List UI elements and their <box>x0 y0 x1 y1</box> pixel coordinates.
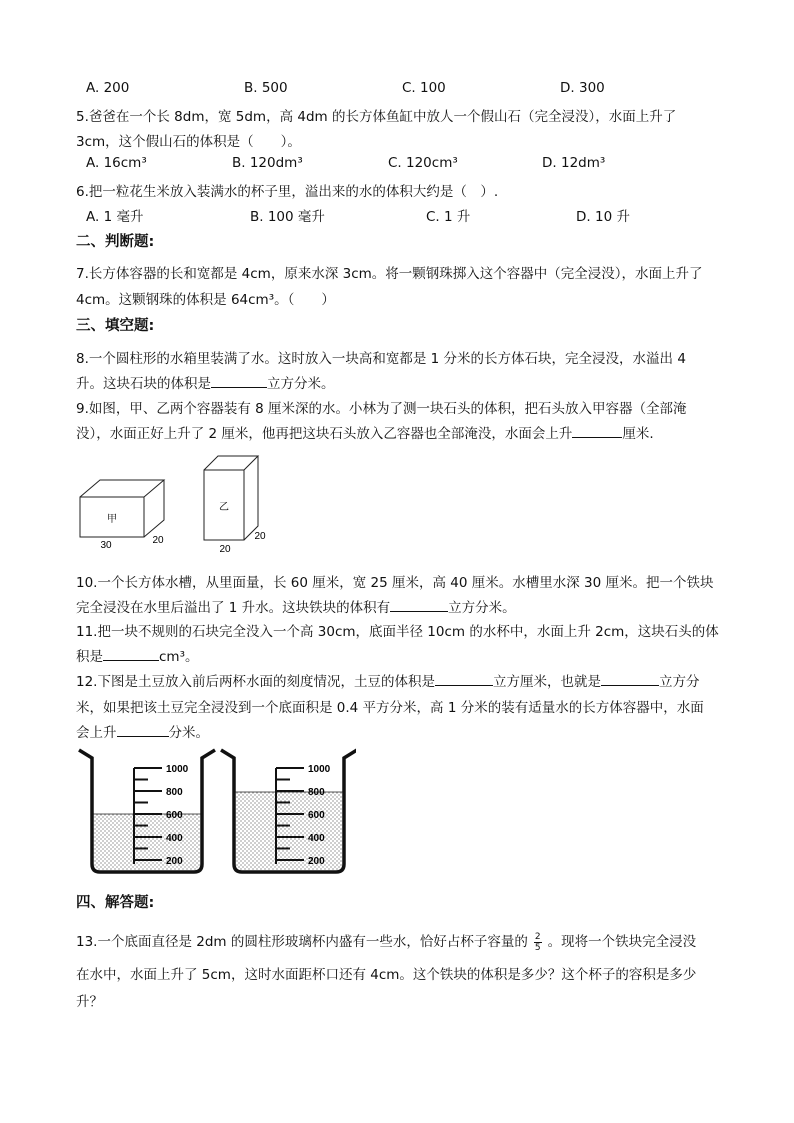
section-heading-problem-solving: 四、解答题: <box>76 895 155 911</box>
beaker-before-label-1000: 1000 <box>166 764 189 775</box>
q10-text-line2 <box>76 596 516 616</box>
container-yi-width: 20 <box>219 544 231 555</box>
beaker-after-label-200: 200 <box>308 856 325 867</box>
q12-text-line1c: 立方分 <box>658 674 700 690</box>
q9-answer-blank[interactable] <box>572 423 622 438</box>
q6-options <box>86 205 726 225</box>
beaker-before-label-400: 400 <box>166 833 183 844</box>
q12-text-line1 <box>76 670 699 690</box>
beaker-before-label-600: 600 <box>166 810 183 821</box>
beaker-before-label-800: 800 <box>166 787 183 798</box>
q9-text-line2a: 没），水面正好上升了 2 厘米，他再把这块石头放入乙容器也全部淹没，水面会上升 <box>76 426 573 442</box>
q12-text-line1b: 立方厘米，也就是 <box>492 674 601 690</box>
q13-fraction-numerator: 2 <box>534 931 541 942</box>
q13-fraction <box>534 932 542 953</box>
q9-text-line2 <box>76 422 654 442</box>
q11-text-line1: 11.把一块不规则的石块完全没入一个高 30cm，底面半径 10cm 的水杯中，水面上升 2cm，这块石头的体 <box>76 624 719 640</box>
q4-options <box>86 80 726 100</box>
q9-text-line1: 9.如图，甲、乙两个容器装有 8 厘米深的水。小林为了测一块石头的体积，把石头放入甲容器（全部淹 <box>76 401 687 417</box>
q12-answer-blank-1[interactable] <box>435 671 493 686</box>
q5-text-line1: 5.爸爸在一个长 8dm，宽 5dm，高 4dm 的长方体鱼缸中放人一个假山石（完全浸没），水面上升了 <box>76 109 677 125</box>
q9-containers-figure <box>72 450 282 560</box>
q6-text-line1: 6.把一粒花生米放入装满水的杯子里，溢出来的水的体积大约是（ ）. <box>76 184 499 200</box>
q7-text-line1: 7.长方体容器的长和宽都是 4cm，原来水深 3cm。将一颗钢珠掷入这个容器中（完全浸没），水面上升了 <box>76 266 703 282</box>
q7-text-line2: 4cm。这颗钢珠的体积是 64cm³。（ ） <box>76 292 335 308</box>
beaker-after <box>221 750 356 872</box>
q4-option-c[interactable]: C. 100 <box>402 80 446 96</box>
container-jia <box>80 480 164 537</box>
beaker-after-label-600: 600 <box>308 810 325 821</box>
beaker-after-label-1000: 1000 <box>308 764 331 775</box>
beaker-before <box>79 750 215 872</box>
q6-option-b[interactable]: B. 100 毫升 <box>250 209 325 225</box>
q10-text-line2b: 立方分米。 <box>448 600 516 616</box>
q13-fraction-denominator: 5 <box>534 942 541 953</box>
q13-text-line3: 升？ <box>76 994 103 1010</box>
q6-option-a[interactable]: A. 1 毫升 <box>86 209 144 225</box>
beaker-after-label-400: 400 <box>308 833 325 844</box>
q10-text-line1: 10.一个长方体水槽，从里面量，长 60 厘米，宽 25 厘米，高 40 厘米。水槽里水深 30 厘米。把一个铁块 <box>76 575 714 591</box>
beaker-after-water <box>234 792 344 870</box>
q11-text-line2b: cm³。 <box>159 649 199 665</box>
q4-option-a[interactable]: A. 200 <box>86 80 130 96</box>
q12-text-line3 <box>76 721 209 741</box>
q5-option-c[interactable]: C. 120cm³ <box>388 155 458 171</box>
q12-text-line3b: 分米。 <box>168 725 209 741</box>
beaker-after-label-800: 800 <box>308 787 325 798</box>
q5-option-a[interactable]: A. 16cm³ <box>86 155 147 171</box>
container-yi <box>204 456 258 540</box>
section-heading-fill-in: 三、填空题: <box>76 318 155 334</box>
q10-text-line2a: 完全浸没在水里后溢出了 1 升水。这块铁块的体积有 <box>76 600 391 616</box>
q8-text-line2b: 立方分米。 <box>267 376 335 392</box>
container-yi-depth: 20 <box>254 531 266 542</box>
q8-text-line2a: 升。这块石块的体积是 <box>76 376 211 392</box>
q12-answer-blank-2[interactable] <box>601 671 659 686</box>
q9-text-line2b: 厘米. <box>622 426 654 442</box>
q8-answer-blank[interactable] <box>211 373 267 388</box>
container-jia-length: 30 <box>100 540 112 551</box>
q12-text-line1a: 12.下图是土豆放入前后两杯水面的刻度情况，土豆的体积是 <box>76 674 435 690</box>
q8-text-line1: 8.一个圆柱形的水箱里装满了水。这时放入一块高和宽都是 1 分米的长方体石块，完全浸没，水溢出 4 <box>76 351 686 367</box>
q12-text-line3a: 会上升 <box>76 725 117 741</box>
container-jia-label: 甲 <box>107 514 117 525</box>
q13-text-line1a: 13.一个底面直径是 2dm 的圆柱形玻璃杯内盛有一些水，恰好占杯子容量的 <box>76 934 528 950</box>
q13-text-line2: 在水中，水面上升了 5cm，这时水面距杯口还有 4cm。这个铁块的体积是多少？这个杯子的容积是多少 <box>76 967 697 983</box>
section-heading-judgement: 二、判断题: <box>76 234 155 250</box>
q4-option-d[interactable]: D. 300 <box>560 80 605 96</box>
q10-answer-blank[interactable] <box>390 597 448 612</box>
q12-answer-blank-3[interactable] <box>117 722 169 737</box>
beaker-before-water <box>92 814 202 870</box>
q5-option-b[interactable]: B. 120dm³ <box>232 155 303 171</box>
q13-text-line1 <box>76 930 696 953</box>
q11-text-line2a: 积是 <box>76 649 103 665</box>
q13-text-line1b: 。现将一个铁块完全浸没 <box>547 934 697 950</box>
q11-text-line2 <box>76 645 199 665</box>
q5-option-d[interactable]: D. 12dm³ <box>542 155 606 171</box>
q12-text-line2: 米，如果把该土豆完全浸没到一个底面积是 0.4 平方分米，高 1 分米的装有适量水的长方体容器中，水面 <box>76 700 704 716</box>
container-jia-width: 20 <box>152 535 164 546</box>
q12-beakers-figure <box>76 746 356 878</box>
q5-text-line2: 3cm，这个假山石的体积是（ ）。 <box>76 134 301 150</box>
q6-option-d[interactable]: D. 10 升 <box>576 209 630 225</box>
q5-options <box>86 155 726 175</box>
container-yi-label: 乙 <box>219 502 229 513</box>
q6-option-c[interactable]: C. 1 升 <box>426 209 471 225</box>
beaker-before-label-200: 200 <box>166 856 183 867</box>
q4-option-b[interactable]: B. 500 <box>244 80 288 96</box>
q11-answer-blank[interactable] <box>103 646 159 661</box>
q8-text-line2 <box>76 372 335 392</box>
